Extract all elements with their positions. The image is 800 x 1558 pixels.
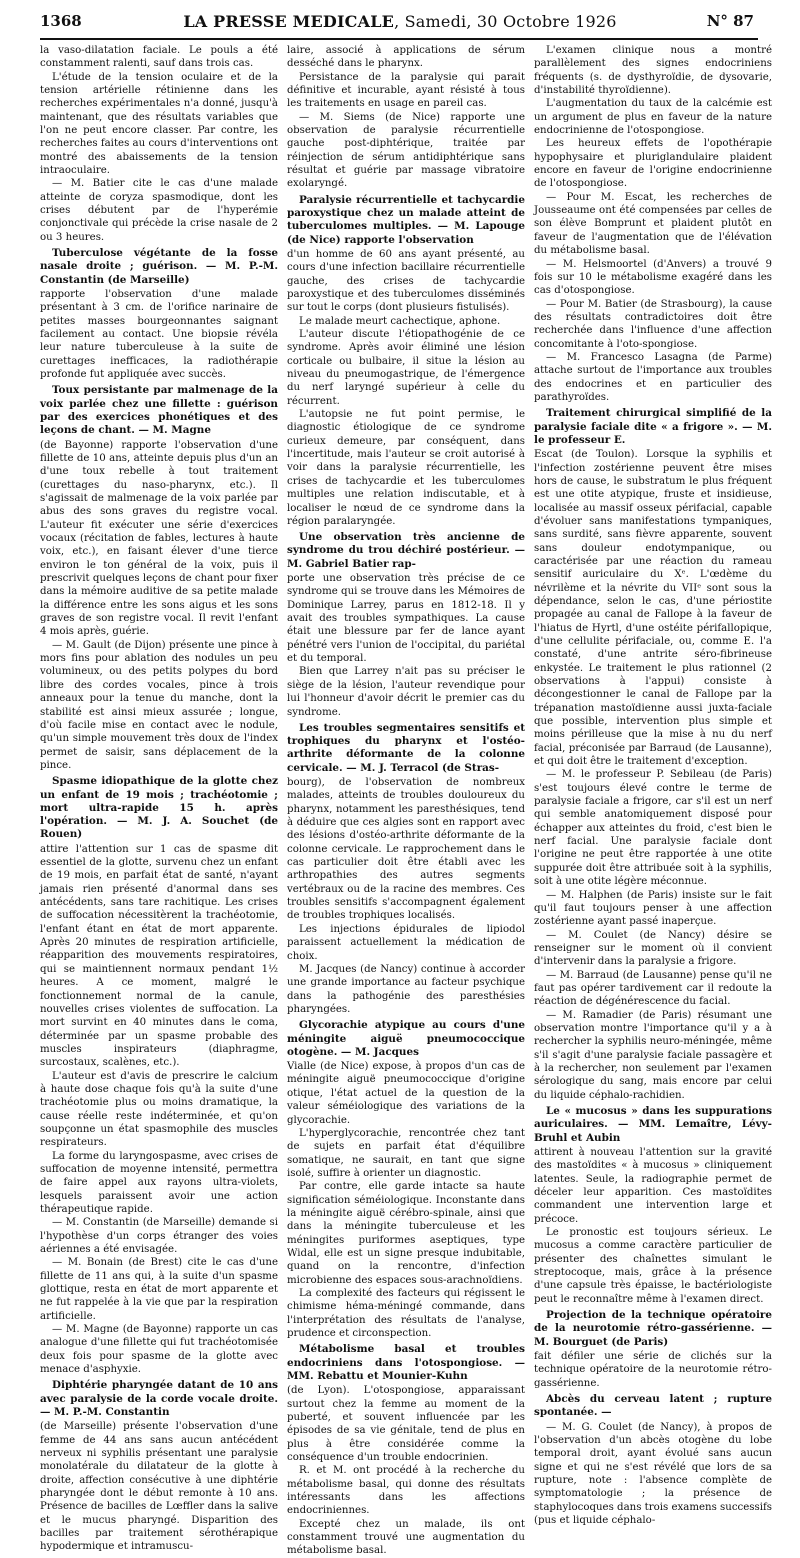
paragraph: — Pour M. Batier (de Strasbourg), la cause des résultats contradictoires doit être recherchée dans l'influence d'une affection concomitante à l'oto-spongiose. <box>534 298 772 350</box>
paragraph: L'examen clinique nous a montré parallèlement des signes endocriniens fréquents (s. de dysthyroïdie, de dysovarie, d'instabilité thyroïdienne). <box>534 45 772 97</box>
paragraph: porte une observation très précise de ce syndrome qui se trouve dans les Mémoires de Dominique Larrey, parus en 1812-18. Il y avait des troubles sympathiques. La cause était une blessure par fer de lance ayant pénétré vers l'union de l'occipital, du pariétal et du temporal. <box>287 573 525 665</box>
paragraph: L'augmentation du taux de la calcémie est un argument de plus en faveur de la nature endocrinienne de l'otospongiose. <box>534 98 772 137</box>
paragraph: — M. G. Coulet (de Nancy), à propos de l'observation d'un abcès otogène du lobe temporal droit, ayant évolué sans aucun signe et qui ne s'est révélé que lors de sa rupture, note : l'absence complète de symptomatologie ; la présence de staphylocoques dans trois examens successifs (pus et liquide céphalo- <box>534 1421 772 1526</box>
paragraph: la vaso-dilatation faciale. Le pouls a été constamment ralenti, sauf dans trois cas. <box>40 45 278 70</box>
paragraph: Excepté chez un malade, ils ont constamment trouvé une augmentation du métabolisme basal. <box>287 1518 525 1557</box>
paragraph: rapporte l'observation d'une malade présentant à 3 cm. de l'orifice narinaire de petites masses bourgeonnantes saignant facilement au contact. Une biopsie révéla leur nature tuberculeuse à la suite de curettages inefficaces, la radiothérapie profonde fut appliquée avec succès. <box>40 289 278 381</box>
header-rule <box>40 38 758 40</box>
paragraph: — M. Magne (de Bayonne) rapporte un cas analogue d'une fillette qui fut trachéotomisée deux fois pour spasme de la glotte avec menace d'asphyxie. <box>40 1324 278 1376</box>
running-head <box>0 12 800 31</box>
paragraph: — Pour M. Escat, les recherches de Jousseaume ont été compensées par celles de son élève Bomprunt et plaident plutôt en faveur de l'augmentation que de l'élévation du métabolisme basal. <box>534 191 772 257</box>
paragraph: — M. Siems (de Nice) rapporte une observation de paralysie récurrentielle gauche post-diphtérique, traitée par réinjection de sérum antidiphtérique sans résultat et guérie par massage vibratoire exolaryngé. <box>287 111 525 190</box>
section-heading: Paralysie récurrentielle et tachycardie paroxystique chez un malade atteint de tuberculomes multiples. — M. Lapouge (de Nice) rapporte l'observation <box>287 193 525 246</box>
paragraph: La forme du laryngospasme, avec crises de suffocation de moyenne intensité, permettra de faire appel aux rayons ultra-violets, lesquels paraissent avoir une action thérapeutique rapide. <box>40 1150 278 1215</box>
paragraph: attire l'attention sur 1 cas de spasme dit essentiel de la glotte, survenu chez un enfant de 19 mois, en parfait état de santé, n'ayant jamais rien présenté d'anormal dans ses antécédents, sans tare rachitique. Les crises de suffocation nécessitèrent la trachéotomie, l'enfant étant en état de mort apparente. Après 20 minutes de respiration artificielle, réapparition des mouvements respiratoires, qui se maintiennent normaux pendant 1½ heures. A ce moment, malgré le fonctionnement normal de la canule, nouvelles crises violentes de suffocation. La mort survint en 40 minutes dans le coma, déterminée par un spasme probable des muscles inspirateurs (diaphragme, surcostaux, scalènes, etc.). <box>40 843 278 1069</box>
paragraph: L'auteur est d'avis de prescrire le calcium à haute dose chaque fois qu'à la suite d'une trachéotomie plus ou moins dramatique, la cause réelle reste indéterminée, et qu'on soupçonne un état spasmophile des muscles respirateurs. <box>40 1070 278 1149</box>
section-heading: Abcès du cerveau latent ; rupture spontanée. — <box>534 1392 772 1419</box>
paragraph: — M. Bonain (de Brest) cite le cas d'une fillette de 11 ans qui, à la suite d'un spasme glottique, resta en état de mort apparente et ne fut rappelée à la vie que par la respiration artificielle. <box>40 1257 278 1322</box>
paragraph: L'auteur discute l'étiopathogénie de ce syndrome. Après avoir éliminé une lésion corticale ou bulbaire, il situe la lésion au niveau du pneumogastrique, de l'émergence du nerf laryngé supérieur à celle du récurrent. <box>287 329 525 407</box>
paragraph: — M. Gault (de Dijon) présente une pince à mors fins pour ablation des nodules un peu volumineux, ou des petits polypes du bord libre des cordes vocales, pince à trois anneaux pour la tenue du manche, dont la stabilité est ainsi mieux assurée ; longue, d'où facile mise en contact avec le nodule, qu'un simple mouvement très doux de l'index permet de saisir, sans déplacement de la pince. <box>40 639 278 771</box>
paragraph: — M. Ramadier (de Paris) résumant une observation montre l'importance qu'il y a à rechercher la syphilis neuro-méningée, même s'il s'agit d'une paralysie faciale passagère et à la rechercher, non seulement par l'examen sérologique du sang, mais encore par celui du liquide céphalo-rachidien. <box>534 1009 772 1101</box>
paragraph: fait défiler une série de clichés sur la technique opératoire de la neurotomie rétro-gassérienne. <box>534 1350 772 1389</box>
paragraph: laire, associé à applications de sérum desséché dans le pharynx. <box>287 45 525 70</box>
paragraph: — M. Constantin (de Marseille) demande si l'hypothèse d'un corps étranger des voies aériennes a été envisagée. <box>40 1217 278 1256</box>
paragraph: Les injections épidurales de lipiodol paraissent actuellement la médication de choix. <box>287 923 525 962</box>
paragraph: Par contre, elle garde intacte sa haute signification séméiologique. Inconstante dans la méningite aiguë cérébro-spinale, ainsi que dans la méningite tuberculeuse et les méningites puriformes aseptiques, type Widal, elle est un signe presque indubitable, quand on la rencontre, d'infection microbienne des espaces sous-arachnoïdiens. <box>287 1181 525 1286</box>
section-heading: Traitement chirurgical simplifié de la paralysie faciale dite « a frigore ». — M. le professeur E. <box>534 407 772 446</box>
paragraph: — M. Barraud (de Lausanne) pense qu'il ne faut pas opérer tardivement car il redoute la réaction de dégénérescence du facial. <box>534 969 772 1008</box>
text-column-3 <box>534 44 772 1526</box>
paragraph: — M. Francesco Lasagna (de Parme) attache surtout de l'importance aux troubles des endocrines et en particulier des parathyroïdes. <box>534 351 772 403</box>
paragraph: d'un homme de 60 ans ayant présenté, au cours d'une infection bacillaire récurrentielle gauche, des crises de tachycardie paroxystique et des tuberculomes disséminés sur tout le corps (dont plusieurs fistulisés). <box>287 248 525 314</box>
text-column-2 <box>287 44 525 1557</box>
page-header <box>0 0 800 44</box>
paragraph: L'hyperglycorachie, rencontrée chez tant de sujets en parfait état d'équilibre somatique, ne saurait, en tant que signe isolé, suffire à orienter un diagnostic. <box>287 1127 525 1179</box>
paragraph: (de Lyon). L'otospongiose, apparaissant surtout chez la femme au moment de la puberté, et souvent influencée par les épisodes de sa vie génitale, tend de plus en plus à être considérée comme la conséquence d'un trouble endocrinien. <box>287 1385 525 1463</box>
section-heading: Projection de la technique opératoire de la neurotomie rétro-gassérienne. — M. Bourguet (de Paris) <box>534 1309 772 1348</box>
section-heading: Toux persistante par malmenage de la voix parlée chez une fillette : guérison par des exercices phonétiques et des leçons de chant. — M. Magne <box>40 384 278 437</box>
paragraph: — M. le professeur P. Sebileau (de Paris) s'est toujours élevé contre le terme de paralysie faciale a frigore, car s'il est un nerf qui semble anatomiquement disposé pour échapper aux atteintes du froid, c'est bien le nerf facial. Une paralysie faciale dont l'origine ne peut être rapportée à une otite suppurée doit être attribuée soit à la syphilis, soit à une otite légère méconnue. <box>534 769 772 888</box>
paragraph: Vialle (de Nice) expose, à propos d'un cas de méningite aiguë pneumococcique d'origine otique, l'état actuel de la question de la valeur séméiologique des variations de la glycorachie. <box>287 1061 525 1126</box>
paragraph: (de Bayonne) rapporte l'observation d'une fillette de 10 ans, atteinte depuis plus d'un an d'une toux rebelle à tout traitement (curettages du naso-pharynx, etc.). Il s'agissait de malmenage de la voix parlée par abus des sons graves du registre vocal. L'auteur fit exécuter une série d'exercices vocaux (récitation de fables, lectures à haute voix, etc.), en faisant élever d'une tierce environ le ton général de la voix, puis il prescrivit quelques leçons de chant pour fixer dans la mémoire auditive de sa petite malade la différence entre les sons aigus et les sons graves de son registre vocal. Il revit l'enfant 4 mois après, guérie. <box>40 439 278 638</box>
paragraph: — M. Coulet (de Nancy) désire se renseigner sur le moment où il convient d'intervenir dans la paralysie a frigore. <box>534 929 772 968</box>
paragraph: La complexité des facteurs qui régissent le chimisme héma-méningé commande, dans l'interprétation des résultats de l'analyse, prudence et circonspection. <box>287 1287 525 1339</box>
paragraph: L'autopsie ne fut point permise, le diagnostic étiologique de ce syndrome curieux demeure, par conséquent, dans l'incertitude, mais l'auteur se croit autorisé à voir dans la paralysie récurrentielle, les crises de tachycardie et les tuberculomes multiples une relation indiscutable, et à localiser le nœud de ce syndrome dans la région paralaryngée. <box>287 409 525 527</box>
paragraph: M. Jacques (de Nancy) continue à accorder une grande importance au facteur psychique dans la pathogénie des paresthésies pharyngées. <box>287 963 525 1015</box>
section-heading: Le « mucosus » dans les suppurations auriculaires. — MM. Lemaître, Lévy-Bruhl et Aubin <box>534 1105 772 1144</box>
paragraph: — M. Helsmoortel (d'Anvers) a trouvé 9 fois sur 10 le métabolisme exagéré dans les cas d'otospongiose. <box>534 258 772 297</box>
paragraph: R. et M. ont procédé à la recherche du métabolisme basal, qui donne des résultats intéressants dans les affections endocriniennes. <box>287 1465 525 1517</box>
paragraph: Les heureux effets de l'opothérapie hypophysaire et pluriglandulaire plaident encore en faveur de l'origine endocrinienne de l'otospongiose. <box>534 138 772 190</box>
section-heading: Une observation très ancienne de syndrome du trou déchiré postérieur. — M. Gabriel Batier rap- <box>287 531 525 570</box>
section-heading: Spasme idiopathique de la glotte chez un enfant de 19 mois ; trachéotomie ; mort ultra-rapide 15 h. après l'opération. — M. J. A. Souchet (de Rouen) <box>40 775 278 841</box>
paragraph: — M. Halphen (de Paris) insiste sur le fait qu'il faut toujours penser à une affection zostérienne ayant passé inaperçue. <box>534 889 772 928</box>
issue-number: N° 87 <box>706 12 754 30</box>
issue-date: , Samedi, 30 Octobre 1926 <box>394 12 617 31</box>
paragraph: (de Marseille) présente l'observation d'une femme de 44 ans sans aucun antécédent nerveux ni syphilis présentant une paralysie monolatérale du dilatateur de la glotte à droite, affection consécutive à une diphtérie pharyngée dont le début remonte à 10 ans. Présence de bacilles de Lœffler dans la salive et le mucus pharyngé. Disparition des bacilles par traitement sérothérapique hypodermique et intramuscu- <box>40 1421 278 1553</box>
paragraph: attirent à nouveau l'attention sur la gravité des mastoïdites « à mucosus » cliniquement latentes. Seule, la radiographie permet de déceler leur apparition. Ces mastoïdites commandent une intervention large et précoce. <box>534 1146 772 1225</box>
paragraph: — M. Batier cite le cas d'une malade atteinte de coryza spasmodique, dont les crises débutent par de l'hyperémie conjonctivale qui précède la crise nasale de 2 ou 3 heures. <box>40 178 278 243</box>
section-heading: Glycorachie atypique au cours d'une méningite aiguë pneumococcique otogène. — M. Jacques <box>287 1019 525 1058</box>
section-heading: Diphtérie pharyngée datant de 10 ans avec paralysie de la corde vocale droite. — M. P.-M. Constantin <box>40 1379 278 1419</box>
section-heading: Métabolisme basal et troubles endocriniens dans l'otospongiose. — MM. Rebattu et Mounier-Kuhn <box>287 1343 525 1382</box>
paragraph: Escat (de Toulon). Lorsque la syphilis et l'infection zostérienne peuvent être mises hors de cause, le substratum le plus fréquent est une otite atypique, fruste et insidieuse, localisée au massif osseux périfacial, capable d'évoluer sans manifestations tympaniques, sans surdité, sans fièvre apparente, souvent sans douleur endotympanique, ou caractérisée par une réaction du rameau sensitif auriculaire du Xᵉ. L'œdème du névrilème et la névrite du VIIᵉ sont sous la dépendance, selon le cas, d'une périostite propagée au canal de Fallope à la faveur de l'hiatus de Hyrtl, d'une ostéite périfallopique, d'une cellulite périfaciale, ou, comme E. l'a constaté, d'une antrite séro-fibrineuse enkystée. Le traitement le plus rationnel (2 observations à l'appui) consiste à décongestionner le canal de Fallope par la trépanation mastoïdienne aussi juxta-faciale que possible, intervention plus simple et moins périlleuse que la mise à nu du nerf facial, préconisée par Barraud (de Lausanne), et qui doit être le traitement d'exception. <box>534 449 772 768</box>
paragraph: L'étude de la tension oculaire et de la tension artérielle rétinienne dans les recherches expérimentales n'a donné, jusqu'à maintenant, que des résultats variables que l'on ne peut encore classer. Par contre, les recherches faites au cours d'interventions ont montré des abaissements de la tension intraoculaire. <box>40 71 278 177</box>
paragraph: Bien que Larrey n'ait pas su préciser le siège de la lésion, l'auteur revendique pour lui l'honneur d'avoir décrit le premier cas du syndrome. <box>287 666 525 718</box>
paragraph: bourg), de l'observation de nombreux malades, atteints de troubles douloureux du pharynx, notamment les paresthésiques, tend à déduire que ces algies sont en rapport avec des lésions d'ostéo-arthrite déformante de la colonne cervicale. Le rapprochement dans le cas particulier doit être établi avec les arthropathies des autres segments vertébraux ou de la racine des membres. Ces troubles sensitifs s'accompagnent également de troubles trophiques localisés. <box>287 777 525 922</box>
journal-title: LA PRESSE MEDICALE <box>183 12 395 31</box>
paragraph: Le pronostic est toujours sérieux. Le mucosus a comme caractère particulier de présenter des chaînettes simulant le streptocoque, mais, grâce à la présence d'une capsule très épaisse, le bactériologiste peut le reconnaître même à l'examen direct. <box>534 1226 772 1305</box>
section-heading: Les troubles segmentaires sensitifs et trophiques du pharynx et l'ostéo-arthrite déformante de la colonne cervicale. — M. J. Terracol (de Stras- <box>287 721 525 774</box>
section-heading: Tuberculose végétante de la fosse nasale droite ; guérison. — M. P.-M. Constantin (de Marseille) <box>40 247 278 286</box>
page-number: 1368 <box>40 12 82 30</box>
text-column-1 <box>40 44 278 1553</box>
paragraph: Persistance de la paralysie qui parait définitive et incurable, ayant résisté à tous les traitements en usage en pareil cas. <box>287 71 525 110</box>
paragraph: Le malade meurt cachectique, aphone. <box>299 315 501 327</box>
